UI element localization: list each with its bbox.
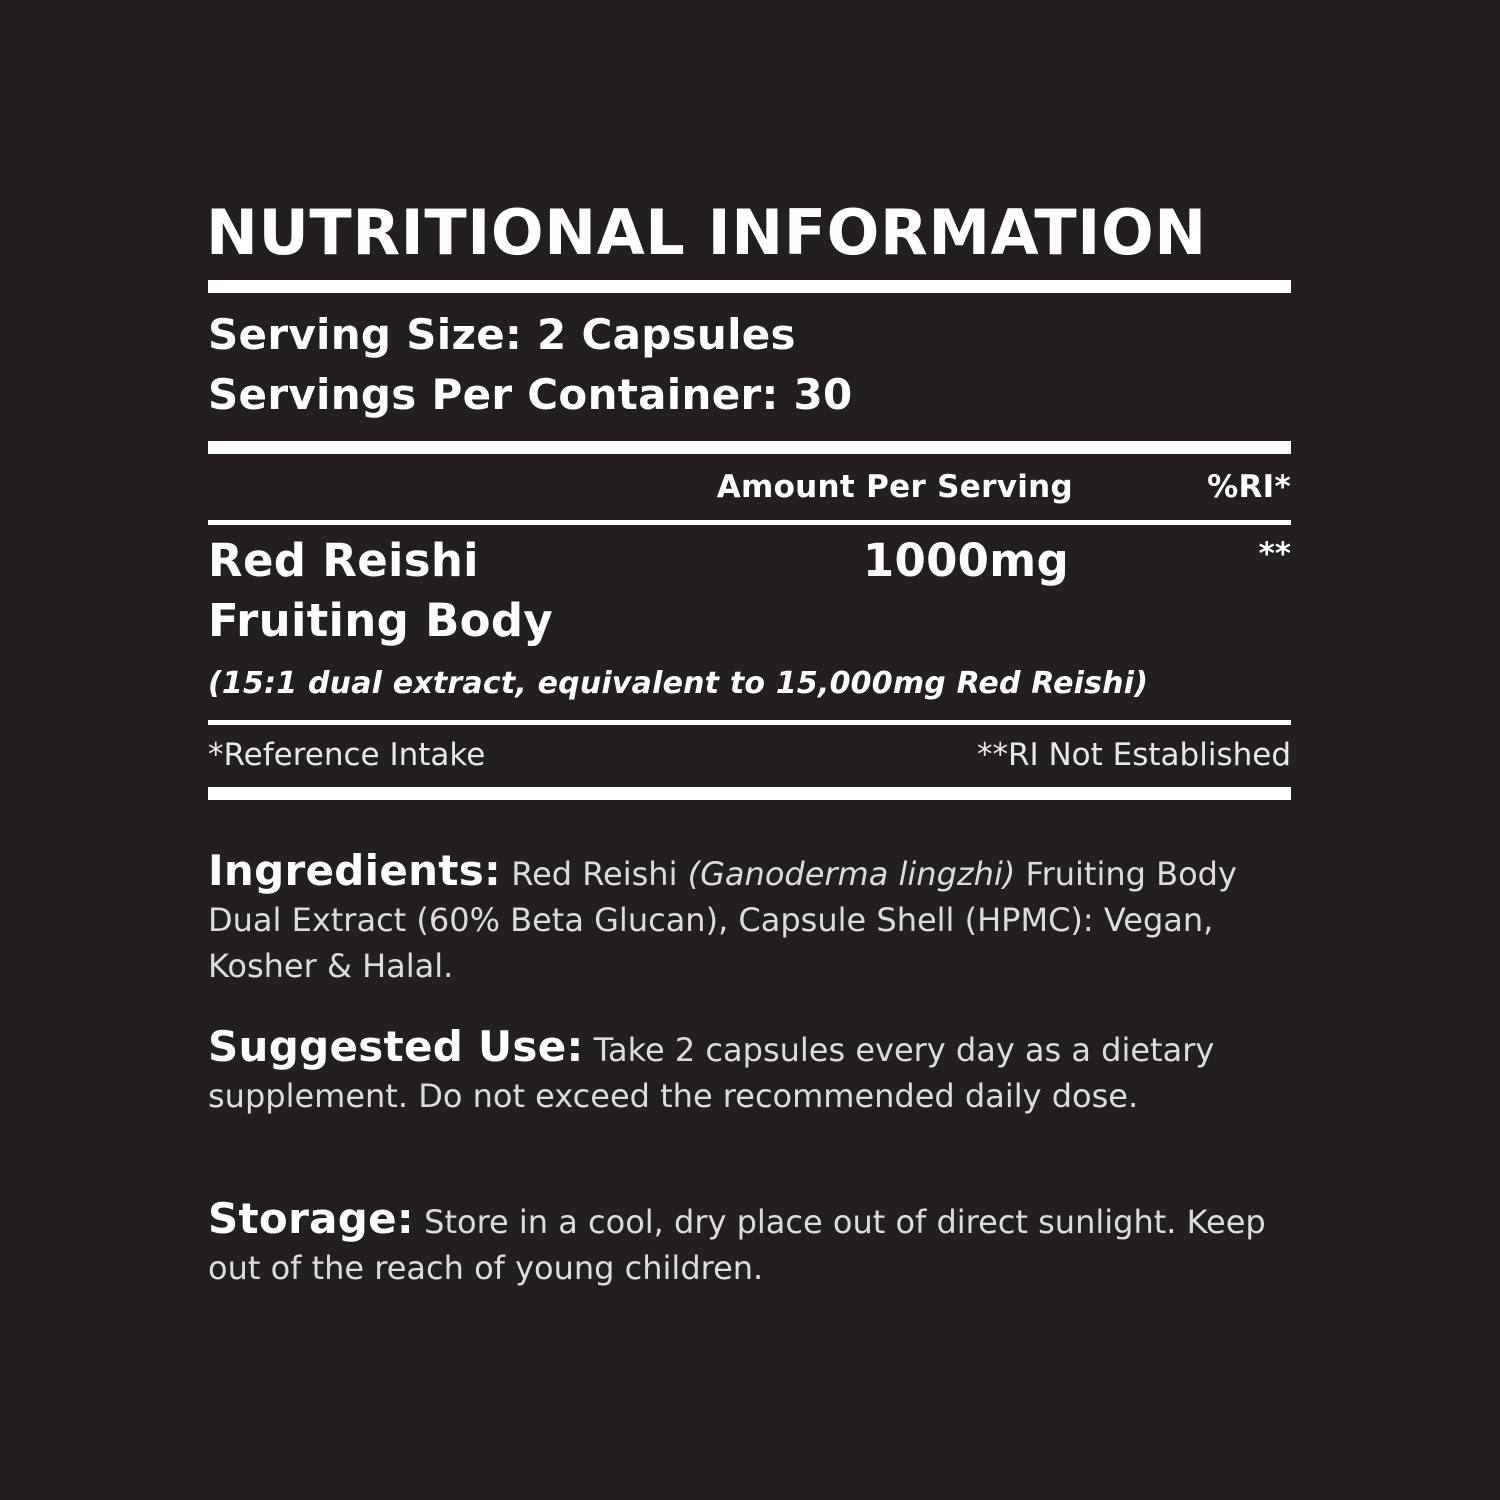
divider-thin bbox=[208, 720, 1291, 725]
ri-header: %RI* bbox=[1207, 469, 1291, 505]
storage-text: Store in a cool, dry place out of direct sunlight. Keep out of the reach of young children. bbox=[208, 1203, 1266, 1287]
suggested-use-section bbox=[208, 1024, 1278, 1119]
divider-thick bbox=[208, 787, 1291, 800]
ingredient-name-line2: Fruiting Body bbox=[208, 594, 554, 647]
ingredients-text: Fruiting Body Dual Extract (60% Beta Glucan), Capsule Shell (HPMC): Vegan, Kosher & Halal. bbox=[208, 855, 1237, 985]
label-title: NUTRITIONAL INFORMATION bbox=[206, 196, 1207, 269]
ingredients-section bbox=[208, 848, 1278, 989]
divider-thin bbox=[208, 520, 1291, 525]
servings-per-container: Servings Per Container: 30 bbox=[208, 370, 853, 419]
divider-thick bbox=[208, 441, 1291, 454]
nutrition-label bbox=[208, 0, 1291, 1500]
amount-per-serving-header: Amount Per Serving bbox=[716, 469, 1073, 505]
extract-note: (15:1 dual extract, equivalent to 15,000mg Red Reishi) bbox=[208, 666, 1149, 701]
ingredient-amount: 1000mg bbox=[862, 534, 1069, 587]
ingredients-heading: Ingredients: bbox=[208, 846, 502, 895]
storage-section bbox=[208, 1196, 1278, 1291]
suggested-use-text: Take 2 capsules every day as a dietary supplement. Do not exceed the recommended daily dose. bbox=[208, 1031, 1215, 1115]
ingredients-latin-name: (Ganoderma lingzhi) bbox=[687, 855, 1016, 893]
ingredient-name-line1: Red Reishi bbox=[208, 534, 479, 587]
footnote-reference-intake: *Reference Intake bbox=[208, 737, 486, 773]
footnote-ri-not-established: **RI Not Established bbox=[976, 737, 1291, 773]
ingredients-text-start: Red Reishi bbox=[511, 855, 678, 893]
suggested-use-heading: Suggested Use: bbox=[208, 1022, 584, 1071]
storage-heading: Storage: bbox=[208, 1194, 414, 1243]
serving-size: Serving Size: 2 Capsules bbox=[208, 310, 796, 359]
ingredient-ri: ** bbox=[1258, 536, 1291, 572]
divider-thick bbox=[208, 280, 1291, 293]
